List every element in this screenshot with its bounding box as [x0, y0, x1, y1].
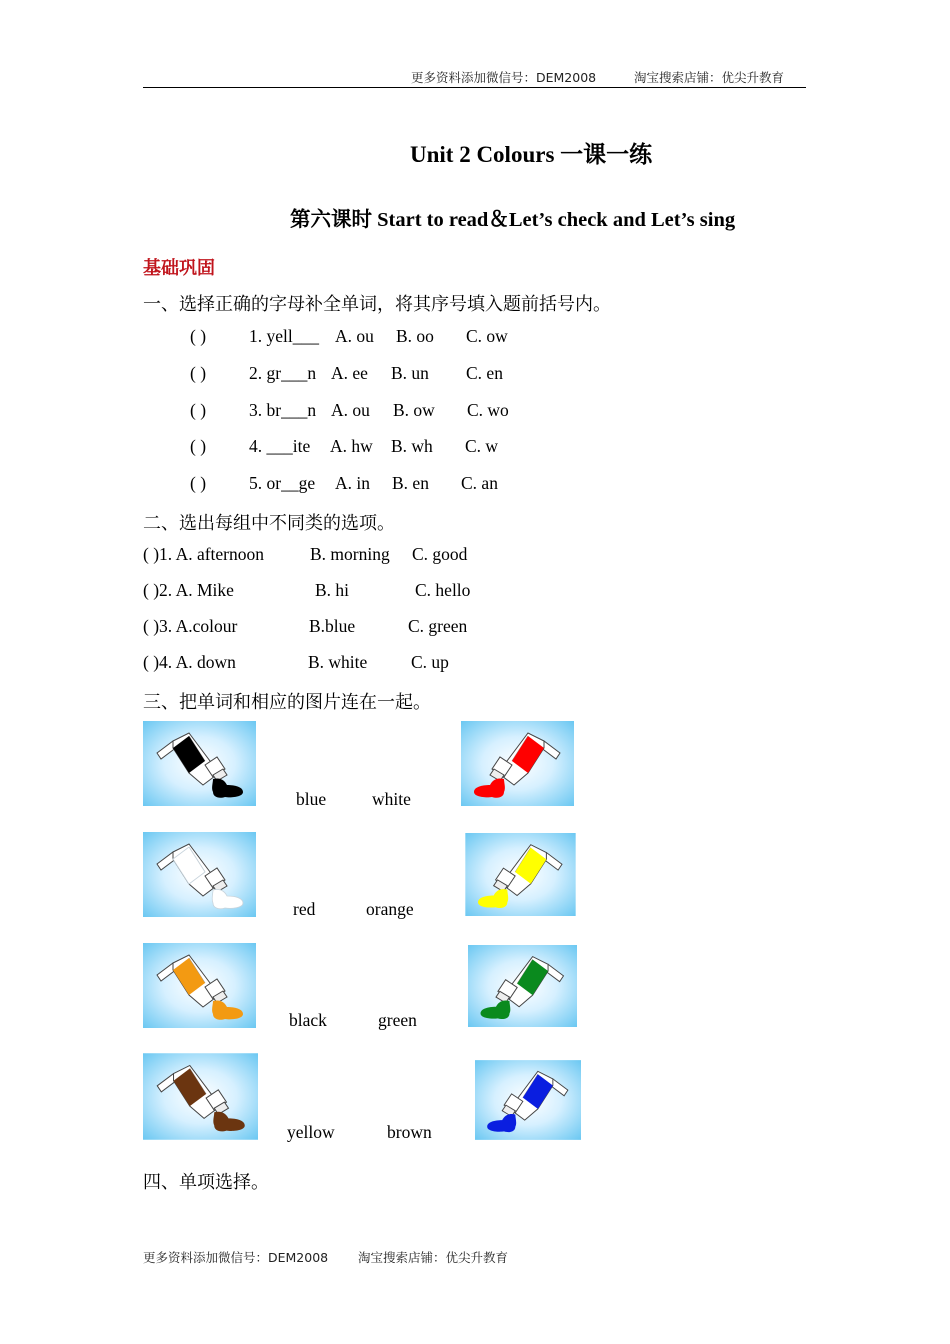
option-a: A. ou — [335, 326, 374, 346]
part3-instruction: 三、把单词和相应的图片连在一起。 — [143, 692, 431, 713]
picture-tile — [461, 721, 574, 806]
option-c: C. en — [466, 363, 503, 383]
match-word: white — [372, 789, 411, 809]
section-label: 基础巩固 — [143, 258, 215, 279]
match-word: brown — [387, 1122, 432, 1142]
header-divider — [143, 87, 806, 88]
picture-tile — [468, 945, 577, 1027]
answer-parens: ( ) — [190, 436, 207, 456]
footer-wechat: 更多资料添加微信号：DEM2008 — [143, 1250, 329, 1265]
question-stem: ( )1. A. afternoon — [143, 544, 265, 564]
page-title: Unit 2 Colours 一课一练 — [410, 142, 653, 167]
question-stem: ( )2. A. Mike — [143, 580, 234, 600]
part4-instruction: 四、单项选择。 — [143, 1172, 269, 1193]
option-a: A. in — [335, 473, 370, 493]
option-a: A. hw — [330, 436, 373, 456]
option-c: C. an — [461, 473, 498, 493]
answer-parens: ( ) — [190, 400, 207, 420]
answer-parens: ( ) — [190, 326, 207, 346]
match-word: red — [293, 899, 316, 919]
question-stem: ( )3. A.colour — [143, 616, 238, 636]
footer-shop: 淘宝搜索店铺：优尖升教育 — [358, 1250, 509, 1265]
option-c: C. wo — [467, 400, 509, 420]
orange-paint-tube-icon — [143, 943, 256, 1028]
match-word: green — [378, 1010, 417, 1030]
question-stem: 1. yell___ — [249, 326, 319, 346]
picture-tile — [143, 721, 256, 806]
yellow-paint-tube-icon — [465, 833, 576, 916]
option-c: C. w — [465, 436, 499, 456]
option-c: C. hello — [415, 580, 471, 600]
black-paint-tube-icon — [143, 721, 256, 806]
picture-tile — [465, 833, 576, 916]
picture-tile — [143, 832, 256, 917]
picture-tile — [143, 943, 256, 1028]
header-shop: 淘宝搜索店铺：优尖升教育 — [634, 70, 785, 85]
match-word: orange — [366, 899, 414, 919]
answer-parens: ( ) — [190, 363, 207, 383]
option-b: B. morning — [310, 544, 390, 564]
green-paint-tube-icon — [468, 945, 577, 1027]
option-b: B. oo — [396, 326, 434, 346]
picture-tile — [475, 1060, 581, 1140]
brown-paint-tube-icon — [143, 1053, 258, 1140]
option-b: B. un — [391, 363, 429, 383]
blue-paint-tube-icon — [475, 1060, 581, 1140]
option-b: B. ow — [393, 400, 435, 420]
option-a: A. ou — [331, 400, 370, 420]
match-word: blue — [296, 789, 327, 809]
option-b: B.blue — [309, 616, 356, 636]
question-stem: 5. or__ge — [249, 473, 316, 493]
option-c: C. ow — [466, 326, 508, 346]
question-stem: 3. br___n — [249, 400, 317, 420]
page-subtitle: 第六课时 Start to read＆Let’s check and Let’s sing — [290, 209, 736, 231]
header-wechat: 更多资料添加微信号：DEM2008 — [411, 70, 597, 85]
answer-parens: ( ) — [190, 473, 207, 493]
match-word: black — [289, 1010, 327, 1030]
option-c: C. good — [412, 544, 468, 564]
option-c: C. up — [411, 652, 449, 672]
part2-instruction: 二、选出每组中不同类的选项。 — [143, 513, 395, 534]
part1-instruction: 一、选择正确的字母补全单词，将其序号填入题前括号内。 — [143, 294, 611, 315]
question-stem: 4. ___ite — [249, 436, 311, 456]
option-c: C. green — [408, 616, 468, 636]
picture-tile — [143, 1053, 258, 1140]
match-word: yellow — [287, 1122, 335, 1142]
question-stem: 2. gr___n — [249, 363, 317, 383]
option-b: B. white — [308, 652, 368, 672]
option-b: B. wh — [391, 436, 433, 456]
red-paint-tube-icon — [461, 721, 574, 806]
white-paint-tube-icon — [143, 832, 256, 917]
option-b: B. hi — [315, 580, 350, 600]
option-b: B. en — [392, 473, 429, 493]
option-a: A. ee — [331, 363, 368, 383]
question-stem: ( )4. A. down — [143, 652, 236, 672]
